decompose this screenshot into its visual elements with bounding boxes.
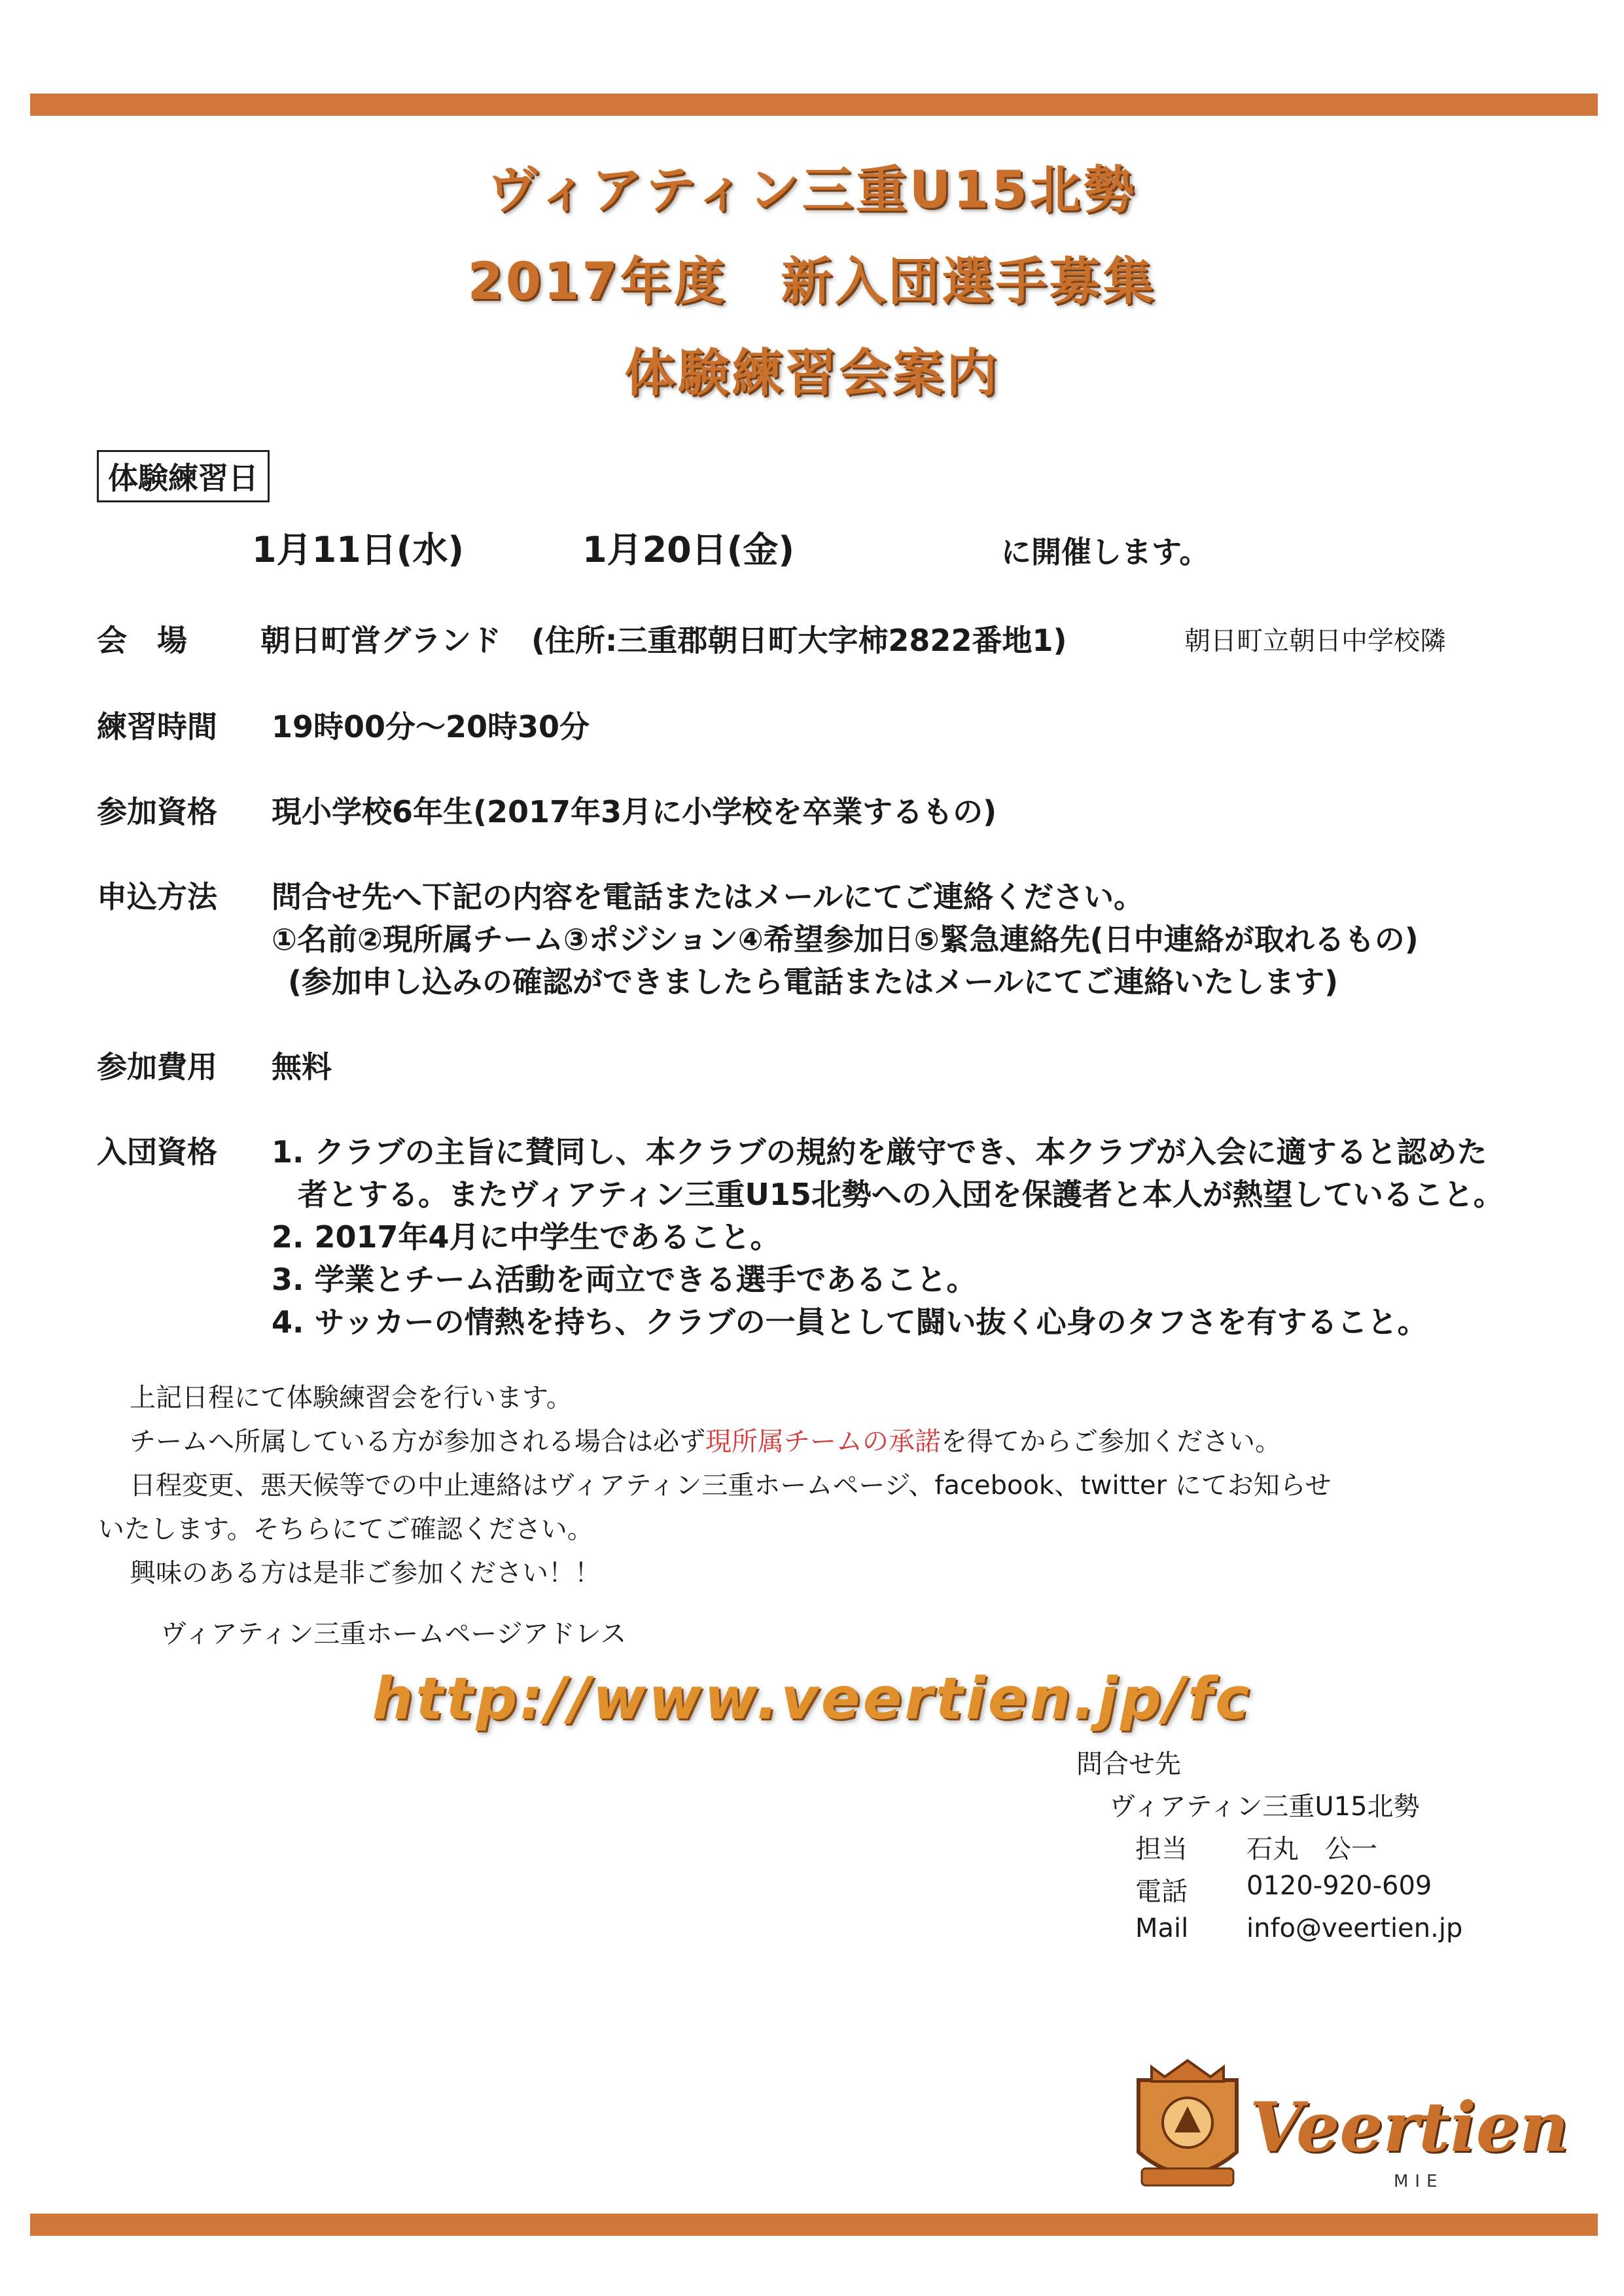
fee-label: 参加費用: [97, 1049, 217, 1085]
contact-person-label: 担当: [1135, 1834, 1188, 1864]
club-wordmark: Veertien: [1250, 2087, 1569, 2167]
contact-person: 石丸 公一: [1246, 1834, 1377, 1864]
requirements-label: 入団資格: [97, 1134, 217, 1170]
practice-date-2: 1月20日(金): [582, 529, 795, 570]
requirement-line-4: 3. 学業とチーム活動を両立できる選手であること。: [272, 1262, 977, 1297]
contact-heading: 問合せ先: [1076, 1749, 1181, 1779]
practice-note: に開催します。: [1001, 534, 1210, 570]
practice-heading: 体験練習日: [97, 450, 270, 502]
note-highlight: 現所属チームの承諾: [705, 1427, 941, 1457]
contact-mail[interactable]: info@veertien.jp: [1246, 1913, 1463, 1943]
venue-label: 会 場: [97, 623, 187, 658]
eligibility-label: 参加資格: [97, 794, 217, 829]
time-value: 19時00分～20時30分: [272, 709, 590, 744]
apply-line-1: 問合せ先へ下記の内容を電話またはメールにてご連絡ください。: [272, 879, 1144, 914]
requirement-line-3: 2. 2017年4月に中学生であること。: [272, 1219, 781, 1255]
page-title-line3: 体験練習会案内: [624, 344, 1000, 403]
note-line-1: 上記日程にて体験練習会を行います。: [130, 1383, 573, 1413]
note-line-3: 日程変更、悪天候等での中止連絡はヴィアティン三重ホームページ、facebook、twitter にてお知らせ: [130, 1470, 1332, 1501]
note-line-4: いたします。そちらにてご確認ください。: [98, 1514, 593, 1544]
homepage-url[interactable]: http://www.veertien.jp/fc: [372, 1665, 1252, 1732]
requirement-line-1: 1. クラブの主旨に賛同し、本クラブの規約を厳守でき、本クラブが入会に適すると認めた: [272, 1134, 1487, 1170]
top-orange-bar: [30, 94, 1598, 116]
apply-label: 申込方法: [97, 879, 217, 914]
venue-side-note: 朝日町立朝日中学校隣: [1184, 626, 1446, 656]
requirement-line-2: 者とする。またヴィアティン三重U15北勢への入団を保護者と本人が熱望していること。: [298, 1177, 1504, 1212]
note-line-5: 興味のある方は是非ご参加ください！！: [130, 1558, 601, 1588]
apply-line-2: ①名前②現所属チーム③ポジション④希望参加日⑤緊急連絡先(日中連絡が取れるもの): [272, 922, 1419, 957]
note-line-2: チームへ所属している方が参加される場合は必ず現所属チームの承諾を得てからご参加ください。: [130, 1427, 1281, 1457]
requirement-line-5: 4. サッカーの情熱を持ち、クラブの一員として闘い抜く心身のタフさを有すること。: [272, 1304, 1428, 1340]
club-wordmark-sub: MIE: [1394, 2172, 1444, 2191]
page-title-line2: 2017年度 新入団選手募集: [467, 252, 1157, 311]
practice-date-1: 1月11日(水): [252, 529, 465, 570]
contact-phone-label: 電話: [1135, 1877, 1188, 1907]
contact-mail-label: Mail: [1135, 1913, 1189, 1943]
homepage-label: ヴィアティン三重ホームページアドレス: [160, 1619, 627, 1649]
page-title-line1: ヴィアティン三重U15北勢: [487, 161, 1137, 220]
venue-value: 朝日町営グランド (住所:三重郡朝日町大字柿2822番地1): [260, 623, 1067, 658]
apply-line-3: (参加申し込みの確認ができましたら電話またはメールにてご連絡いたします): [288, 964, 1339, 1000]
contact-phone: 0120-920-609: [1246, 1871, 1432, 1901]
time-label: 練習時間: [97, 709, 217, 744]
bottom-orange-bar: [30, 2214, 1598, 2236]
fee-value: 無料: [272, 1049, 332, 1085]
eligibility-value: 現小学校6年生(2017年3月に小学校を卒業するもの): [272, 794, 997, 829]
contact-org: ヴィアティン三重U15北勢: [1109, 1792, 1420, 1822]
